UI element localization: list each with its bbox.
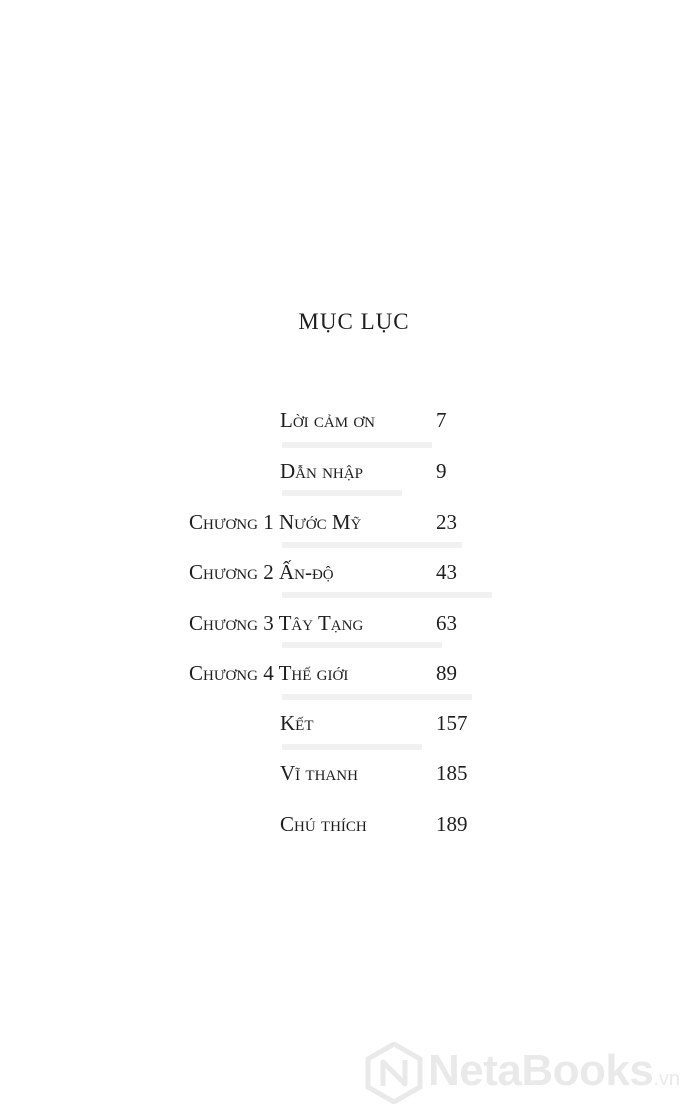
toc-entry-label: Chú thích <box>280 812 367 836</box>
toc-entry-page: 89 <box>436 661 457 685</box>
watermark-suffix: .vn <box>653 1068 681 1090</box>
toc-entry <box>0 459 700 489</box>
toc-entry-label: Chương 4 Thế giới <box>189 661 349 685</box>
toc-entry-page: 7 <box>436 408 447 432</box>
toc-entry <box>0 560 700 590</box>
toc-entry <box>0 661 700 691</box>
toc-entry-page: 9 <box>436 459 447 483</box>
toc-entry-label: Chương 1 Nước Mỹ <box>189 510 362 534</box>
toc-entry-label: Kết <box>280 711 314 735</box>
toc-entry <box>0 711 700 741</box>
toc-entry-label: Lời cảm ơn <box>280 408 375 432</box>
watermark-text <box>428 1046 680 1096</box>
netabooks-logo-icon <box>364 1042 424 1104</box>
toc-entry <box>0 812 700 842</box>
toc-title: MỤC LỤC <box>298 309 410 334</box>
toc-entry-label: Dẫn nhập <box>280 459 363 483</box>
toc-entry-page: 23 <box>436 510 457 534</box>
toc-entry <box>0 408 700 438</box>
watermark-brand: NetaBooks <box>428 1046 654 1095</box>
toc-entry-page: 157 <box>436 711 468 735</box>
toc-entry-label: Chương 2 Ấn-độ <box>189 560 334 584</box>
toc-entry-page: 63 <box>436 611 457 635</box>
toc-entry <box>0 611 700 641</box>
toc-entry-page: 43 <box>436 560 457 584</box>
toc-entry-label: Chương 3 Tây Tạng <box>189 611 364 635</box>
toc-entry <box>0 761 700 791</box>
toc-entry-label: Vĩ thanh <box>280 761 358 785</box>
toc-entry <box>0 510 700 540</box>
toc-entry-page: 185 <box>436 761 468 785</box>
netabooks-watermark <box>364 1042 694 1104</box>
toc-entry-page: 189 <box>436 812 468 836</box>
